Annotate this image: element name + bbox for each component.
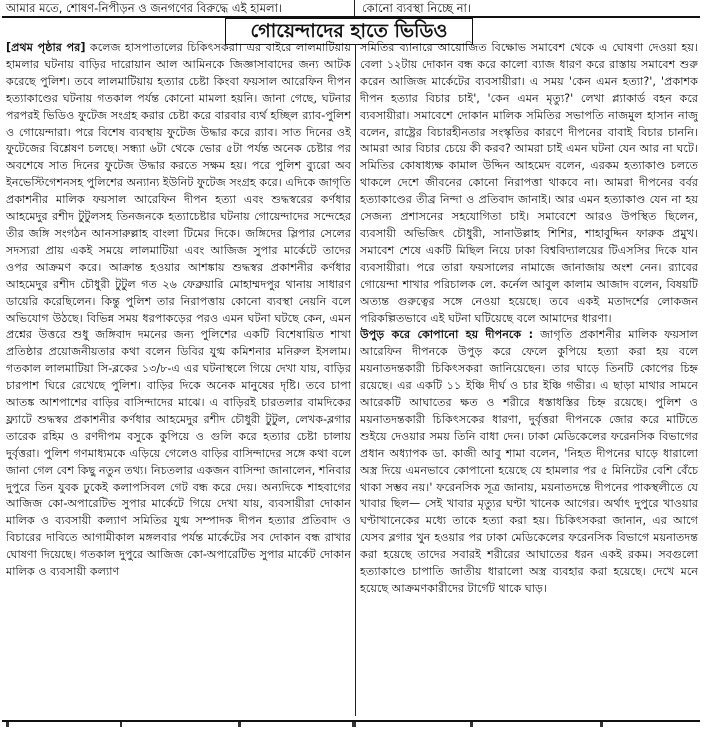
right-column-body-2: জাগৃতি প্রকাশনীর মালিক ফয়সাল আরেফিন দীপনকে উপুড় করে ফেলে কুপিয়ে হত্যা করা হয় বলে ময়নাতদন্তকারী চিকিৎসকরা জানিয়েছেন। তার ঘাড়ে তিনটি কোপের চিহ্ন রয়েছে। এর একটি ১১ ইঞ্চি দীর্ঘ ও চার ইঞ্চি গভীর। এ ছাড়া মাথার সামনে আরেকটি আঘাতের ক্ষত ও শরীরে ধস্তাধস্তির চিহ্ন রয়েছে। পুলিশ ও ময়নাতদন্তকারী চিকিৎসকের ধারণা, দুর্বৃত্তরা দীপনকে জোর করে মাটিতে শুইয়ে দেওয়ার সময় তিনি বাধা দেন। ঢাকা মেডিকেলের ফরেনসিক বিভাগের প্রধান অধ্যাপক ডা. কাজী আবু শামা বলেন, 'নিহত দীপনের ঘাড়ে ধারালো অস্ত্র দিয়ে এমনভাবে কোপানো হয়েছে যে হামলার পর ৫ মিনিটের বেশি বেঁচে থাকা সম্ভব নয়।' ফরেনসিক সূত্র জানায়, ময়নাতদন্তে দীপনের পাকস্থলীতে যে খাবার ছিল— সেই খাবার মৃত্যুর ঘণ্টা খানেক আগের। অর্থাৎ দুপুরে খাওয়ার ঘণ্টাখানেকের মধ্যে তাকে হত্যা করা হয়। চিকিৎসকরা জানান, এর আগে যেসব ব্লগার খুন হওয়ার পর ঢাকা মেডিকেলের ফরেনসিক বিভাগে ময়নাতদন্ত করা হয়েছে তাদের সবারই শরীরের আঘাতের ধরন একই রকম। সবগুলো হত্যাকাণ্ডে চাপাতি জাতীয় ধারালো অস্ত্র ব্যবহার করা হয়েছে। দেখে মনে হয়েছে আক্রমণকারীদের টার্গেট থাকে ঘাড়।	[360, 328, 698, 595]
next-story-glyph	[352, 722, 356, 727]
headline: গোয়েন্দাদের হাতে ভিডিও	[225, 18, 473, 45]
article-column-left	[6, 40, 351, 716]
right-column-body-1: সমিতির ব্যানারে আয়োজিত বিক্ষোভ সমাবেশ থেকে এ ঘোষণা দেওয়া হয়। বেলা ১২টায় দোকান বন্ধ করে কালো ব্যাজ ধারণ করে রাস্তায় সমাবেশ শুরু করেন আজিজ মার্কেটের ব্যবসায়ীরা। এ সময় 'কেন এমন হত্যা?', 'প্রকাশক দীপন হত্যার বিচার চাই', 'কেন এমন মৃত্যু?' লেখা প্ল্যাকার্ড বহন করে ব্যবসায়ীরা। সমাবেশে দোকান মালিক সমিতির সভাপতি নাজমুল হাসান নাজু বলেন, রাষ্ট্রের বিচারহীনতার সংস্কৃতির কারণে দীপনের বাবাই বিচার চাননি। আমরা আর বিচার চেয়ে কী করব? আমরা চাই এমন ঘটনা যেন আর না ঘটে। সমিতির কোষাধ্যক্ষ কামাল উদ্দিন আহমেদ বলেন, এরকম হত্যাকাণ্ড চলতে থাকলে দেশে জীবনের কোনো নিরাপত্তা থাকবে না। আমরা দীপনের বর্বর হত্যাকাণ্ডের তীব্র নিন্দা ও প্রতিবাদ জানাই। আর এমন হত্যাকাণ্ড যেন না হয় সেজন্য প্রশাসনের সহযোগিতা চাই। সমাবেশে আরও উপস্থিত ছিলেন, ব্যবসায়ী অভিজিৎ চৌধুরী, সানাউল্লাহ শিশির, শাহাবুদ্দিন ফারুক প্রমুখ। সমাবেশ শেষে একটি মিছিল নিয়ে ঢাকা বিশ্ববিদ্যালয়ের টিএসসির দিকে যান ব্যবসায়ীরা। পরে তারা ফয়সালের নামাজে জানাজায় অংশ নেন। র‌্যাবের গোয়েন্দা শাখার পরিচালক লে. কর্নেল আবুল কালাম আজাদ বলেন, বিষয়টি অত্যন্ত গুরুত্বের সঙ্গে নেওয়া হয়েছে। তবে একই মতাদর্শের লোকজন পরিকল্পিতভাবে এই ঘটনা ঘটিয়েছে বলে আমাদের ধারণা।	[360, 41, 698, 325]
column-divider	[355, 44, 356, 716]
left-column-paragraph	[6, 40, 351, 581]
continued-from-front-page-label: [প্রথম পৃষ্ঠার পর]	[6, 41, 86, 54]
next-story-glyph	[6, 722, 9, 727]
left-column-body: কলেজ হাসপাতালের চিকিৎসকরা। এর বাইরে লালমাটিয়ায় হামলার ঘটনায় বাড়ির দারোয়ান আল আমিনকে জিজ্ঞাসাবাদের জন্য আটক করেছে পুলিশ। তবে লালমাটিয়ায় হত্যার চেষ্টা কিংবা ফয়সাল আরেফিন দীপন হত্যাকাণ্ডের ঘটনায় গতকাল পর্যন্ত কোনো মামলা হয়নি। জানা গেছে, ঘটনার পরপরই ভিডিও ফুটেজ সংগ্রহ করার চেষ্টা করে বারবার ব্যর্থ হচ্ছিল র‌্যাব-পুলিশ ও গোয়েন্দারা। পরে বিশেষ ব্যবস্থায় ফুটেজ উদ্ধার করে র‌্যাব। সাত দিনের ওই ফুটেজের বিশ্লেষণ চলছে। সন্ধ্যা ৬টা থেকে ভোর ৫টা পর্যন্ত অনেক চেষ্টার পর অবশেষে সাত দিনের ফুটেজ উদ্ধার করতে সক্ষম হয়। পরে পুলিশ ব্যুরো অব ইনভেস্টিগেশনসহ পুলিশের অন্যান্য ইউনিট ফুটেজ সংগ্রহ করে। এদিকে জাগৃতি প্রকাশনীর মালিক ফয়সাল আরেফিন দীপন হত্যা এবং শুদ্ধস্বরের কর্ণধার আহমেদুর রশীদ টুটুলসহ তিনজনকে হত্যাচেষ্টার ঘটনায় গোয়েন্দাদের সন্দেহের তীর জঙ্গি সংগঠন আনসারুল্লাহ বাংলা টিমের দিকে। জঙ্গিদের স্লিপার সেলের সদস্যরা প্রায় একই সময়ে লালমাটিয়া এবং আজিজ সুপার মার্কেটে তাদের ওপর আক্রমণ করে। আক্রান্ত হওয়ার আশঙ্কায় শুদ্ধস্বর প্রকাশনীর কর্ণধার আহমেদুর রশীদ চৌধুরী টুটুল গত ২৬ ফেব্রুয়ারি মোহাম্মদপুর থানায় সাধারণ ডায়েরি করেছিলেন। কিন্তু পুলিশ তার নিরাপত্তায় কোনো ব্যবস্থা নেয়নি বলে অভিযোগ উঠছে। বিভিন্ন সময় ধরপাকড়ের পরও এমন ঘটনা ঘটছে কেন, এমন প্রশ্নের উত্তরে শুধু জঙ্গিবাদ দমনের জন্য পুলিশের একটি বিশেষায়িত শাখা প্রতিষ্ঠার প্রয়োজনীয়তার কথা বলেন ডিবির যুগ্ম কমিশনার মনিরুল ইসলাম। গতকাল লালমাটিয়া সি-ব্লকের ১৩/৮-এ এর ঘটনাস্থলে গিয়ে দেখা যায়, বাড়ির চারপাশ ঘিরে রেখেছে পুলিশ। বাড়ির দিকে অনেক মানুষের দৃষ্টি। তবে চাপা আতঙ্ক আশপাশের বাড়ির বাসিন্দাদের মাঝে। এ বাড়িরই চারতলার বামদিকের ফ্ল্যাটে শুদ্ধস্বর প্রকাশনীর কর্ণধার আহমেদুর রশীদ চৌধুরী টুটুল, লেখক-ব্লগার তারেক রহিম ও রণদীপম বসুকে কুপিয়ে ও গুলি করে হত্যার চেষ্টা চালায় দুর্বৃত্তরা। পুলিশ গণমাধ্যমকে এড়িয়ে গেলেও বাড়ির বাসিন্দাদের সঙ্গে কথা বলে জানা গেল বেশ কিছু নতুন তথ্য। নিচতলার একজন বাসিন্দা জানালেন, শনিবার দুপুরে তিন যুবক ঢুকেই কলাপসিবল গেট বন্ধ করে দেয়। অন্যদিকে শাহবাগের আজিজ কো-অপারেটিভ সুপার মার্কেটে গিয়ে দেখা যায়, ব্যবসায়ীরা দোকান মালিক ও ব্যবসায়ী কল্যাণ সমিতির যুগ্ম সম্পাদক দীপন হত্যার প্রতিবাদ ও বিচারের দাবিতে আগামীকাল মঙ্গলবার পর্যন্ত মার্কেটের সব দোকান বন্ধ রাখার ঘোষণা দিয়েছে। গতকাল দুপুরে আজিজ কো-অপারেটিভ সুপার মার্কেট দোকান মালিক ও ব্যবসায়ী কল্যাণ	[6, 41, 351, 579]
top-column-rule	[354, 0, 355, 16]
next-story-glyph	[470, 722, 473, 727]
next-story-glyph	[600, 722, 603, 727]
next-story-fragment	[0, 720, 705, 729]
article-column-right	[360, 40, 698, 716]
previous-story-left-text: আমার মতে, শোষণ-নিপীড়ন ও জনগণের বিরুদ্ধে এই হামলা।	[6, 1, 283, 15]
right-column-paragraph-2	[360, 327, 698, 598]
subheading: উপুড় করে কোপানো হয় দীপনকে :	[360, 328, 534, 342]
next-story-glyph	[120, 722, 122, 727]
next-story-glyph	[238, 722, 241, 727]
previous-story-right-text: কোনো ব্যবস্থা নিচ্ছে না।	[362, 1, 471, 15]
